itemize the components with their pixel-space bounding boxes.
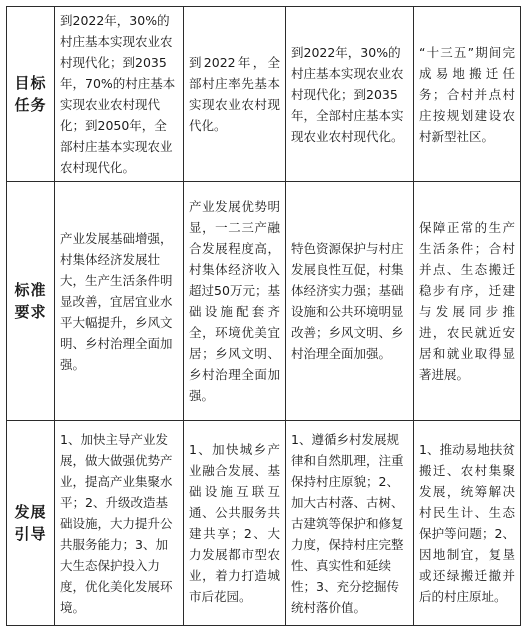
row-header-line: 标准 [14,281,47,299]
cell-text: 到2022年，全部村庄率先基本实现农业农村现代化。 [189,55,280,133]
cell-text: 1、推动易地扶贫搬迁、农村集聚发展，统筹解决村民生计、生态保护等问题；2、因地制宜，复垦或还绿搬迁撤并后的村庄原址。 [419,442,515,604]
row-header-line: 要求 [14,303,47,321]
table-cell [184,7,286,182]
row-header-goals [7,7,55,182]
table-cell [184,421,286,626]
cell-text: 1、加快城乡产业融合发展、基础设施互联互通、公共服务共建共享；2、大力发展都市型农业，着力打造城市后花园。 [189,442,280,604]
row-header-line: 目标 [14,74,47,92]
row-header-line: 任务 [14,96,47,114]
table-cell [55,7,184,182]
cell-text: 产业发展优势明显，一二三产融合发展程度高，村集体经济收入超过50万元；基础设施配套齐全，环境优美宜居；乡风文明、乡村治理全面加强。 [189,199,280,403]
table-row [7,7,521,182]
table-cell [414,182,521,421]
table-cell [184,182,286,421]
row-header-standards [7,182,55,421]
cell-text: 1、遵循乡村发展规律和自然肌理，注重保持村庄原貌；2、加大古村落、古树、古建筑等保护和修复力度，保持村庄完整性、真实性和延续性；3、充分挖掘传统村落价值。 [291,431,404,615]
cell-text: 到2022年，30%的村庄基本实现农业农村现代化；到2035年，全部村庄基本实现农业农村现代化。 [291,44,404,144]
cell-text: 到2022年，30%的村庄基本实现农业农村现代化；到2035年，70%的村庄基本实现农业农村现代化；到2050年，全部村庄基本实现农业农村现代化。 [60,13,176,175]
table-cell [414,421,521,626]
table-row [7,421,521,626]
table-cell [55,421,184,626]
cell-text: 产业发展基础增强，村集体经济发展壮大，生产生活条件明显改善，宜居宜业水平大幅提升，乡风文明、乡村治理全面加强。 [60,230,173,372]
cell-text: “十三五”期间完成易地搬迁任务；合村并点村庄按规划建设农村新型社区。 [419,44,515,144]
table-cell [414,7,521,182]
row-header-line: 发展 [14,503,47,521]
row-header-line: 引导 [14,525,47,543]
cell-text: 保障正常的生产生活条件；合村并点、生态搬迁稳步有序，迁建与发展同步推进，农民就近安居和就业取得显著进展。 [419,220,515,382]
table-cell [286,7,414,182]
table-cell [55,182,184,421]
policy-table [6,6,521,626]
table-cell [286,421,414,626]
cell-text: 1、加快主导产业发展，做大做强优势产业，提高产业集聚水平；2、升级改造基础设施，大力提升公共服务能力；3、加大生态保护投入力度，优化美化发展环境。 [60,431,173,615]
table-cell [286,182,414,421]
row-header-guidance [7,421,55,626]
table-row [7,182,521,421]
cell-text: 特色资源保护与村庄发展良性互促，村集体经济实力强；基础设施和公共环境明显改善；乡风文明、乡村治理全面加强。 [291,241,404,361]
